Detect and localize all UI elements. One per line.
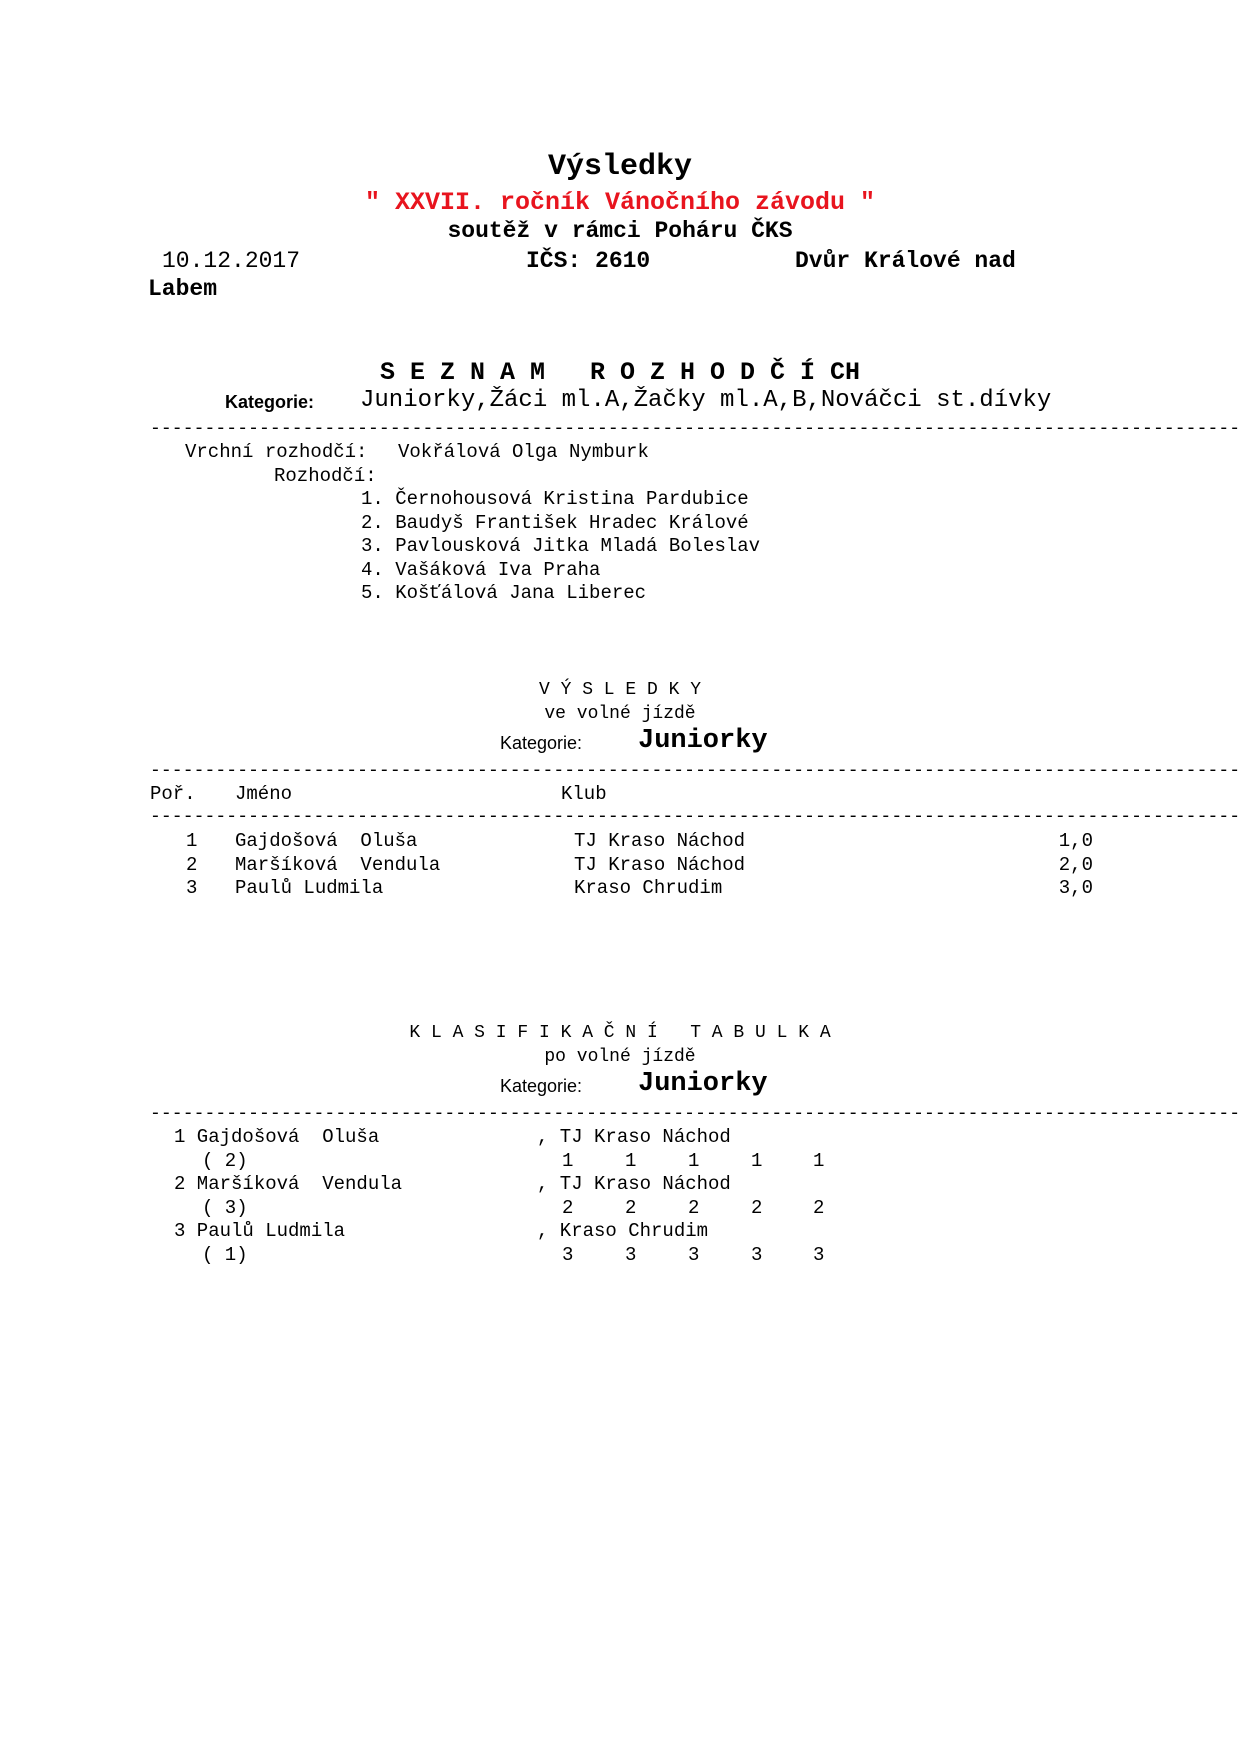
classification-sub: ( 3)	[202, 1197, 248, 1219]
result-name: Gajdošová Oluša	[235, 830, 418, 852]
chief-judge-value: Vokřálová Olga Nymburk	[398, 441, 649, 463]
result-club: Kraso Chrudim	[574, 877, 723, 899]
column-header-name: Jméno	[235, 783, 293, 805]
results-category-value: Juniorky	[638, 726, 768, 756]
separator: ----------------------------------------------------------------------------------------------------	[150, 1104, 1240, 1124]
page-title: Výsledky	[547, 150, 693, 184]
result-club: TJ Kraso Náchod	[574, 854, 746, 876]
result-rank: 2	[186, 854, 198, 876]
classification-mark: 1	[813, 1150, 825, 1172]
judges-label: Rozhodčí:	[274, 465, 377, 487]
judge-item: 3. Pavlousková Jitka Mladá Boleslav	[361, 535, 761, 557]
results-subheading: ve volné jízdě	[544, 704, 696, 724]
result-name: Maršíková Vendula	[235, 854, 441, 876]
classification-category-value: Juniorky	[638, 1069, 768, 1099]
classification-club: , Kraso Chrudim	[537, 1220, 709, 1242]
classification-sub: ( 1)	[202, 1244, 248, 1266]
classification-subheading: po volné jízdě	[544, 1047, 696, 1067]
classification-mark: 2	[562, 1197, 574, 1219]
event-subtitle: soutěž v rámci Poháru ČKS	[447, 218, 793, 244]
classification-mark: 1	[688, 1150, 700, 1172]
classification-mark: 1	[562, 1150, 574, 1172]
result-name: Paulů Ludmila	[235, 877, 384, 899]
judge-item: 1. Černohousová Kristina Pardubice	[361, 488, 749, 510]
classification-heading: K L A S I F I K A Č N Í T A B U L K A	[409, 1023, 831, 1043]
results-heading: V Ý S L E D K Y	[538, 680, 702, 700]
classification-mark: 2	[751, 1197, 763, 1219]
result-score: 3,0	[1058, 877, 1093, 899]
judges-heading: S E Z N A M R O Z H O D Č Í CH	[379, 358, 861, 387]
event-ics: IČS: 2610	[526, 248, 651, 274]
result-score: 1,0	[1058, 830, 1093, 852]
classification-mark: 3	[562, 1244, 574, 1266]
result-club: TJ Kraso Náchod	[574, 830, 746, 852]
judge-item: 4. Vašáková Iva Praha	[361, 559, 601, 581]
results-category-label: Kategorie:	[500, 733, 583, 753]
classification-mark: 3	[751, 1244, 763, 1266]
result-rank: 3	[186, 877, 198, 899]
judges-category-label: Kategorie:	[225, 392, 315, 412]
classification-mark: 1	[625, 1150, 637, 1172]
classification-category-label: Kategorie:	[500, 1076, 583, 1096]
classification-name: 3 Paulů Ludmila	[174, 1220, 346, 1242]
result-rank: 1	[186, 830, 198, 852]
classification-sub: ( 2)	[202, 1150, 248, 1172]
classification-name: 1 Gajdošová Oluša	[174, 1126, 380, 1148]
classification-mark: 2	[625, 1197, 637, 1219]
column-header-rank: Poř.	[150, 783, 196, 805]
result-score: 2,0	[1058, 854, 1093, 876]
event-title: " XXVII. ročník Vánočního závodu "	[364, 188, 876, 217]
separator: ----------------------------------------------------------------------------------------------------	[150, 761, 1240, 781]
classification-club: , TJ Kraso Náchod	[537, 1173, 731, 1195]
separator: ----------------------------------------------------------------------------------------------------	[150, 807, 1240, 827]
event-location-cont: Labem	[148, 276, 218, 302]
classification-club: , TJ Kraso Náchod	[537, 1126, 731, 1148]
judges-category-value: Juniorky,Žáci ml.A,Žačky ml.A,B,Nováčci st.dívky	[360, 387, 1052, 414]
chief-judge-label: Vrchní rozhodčí:	[185, 441, 368, 463]
column-header-club: Klub	[561, 783, 607, 805]
classification-mark: 3	[625, 1244, 637, 1266]
classification-mark: 1	[751, 1150, 763, 1172]
judge-item: 2. Baudyš František Hradec Králové	[361, 512, 749, 534]
classification-mark: 2	[813, 1197, 825, 1219]
event-date: 10.12.2017	[162, 248, 301, 274]
classification-mark: 2	[688, 1197, 700, 1219]
classification-mark: 3	[688, 1244, 700, 1266]
event-location: Dvůr Králové nad	[795, 248, 1016, 274]
classification-name: 2 Maršíková Vendula	[174, 1173, 403, 1195]
judge-item: 5. Košťálová Jana Liberec	[361, 582, 647, 604]
separator: ----------------------------------------------------------------------------------------------------	[150, 419, 1240, 439]
classification-mark: 3	[813, 1244, 825, 1266]
